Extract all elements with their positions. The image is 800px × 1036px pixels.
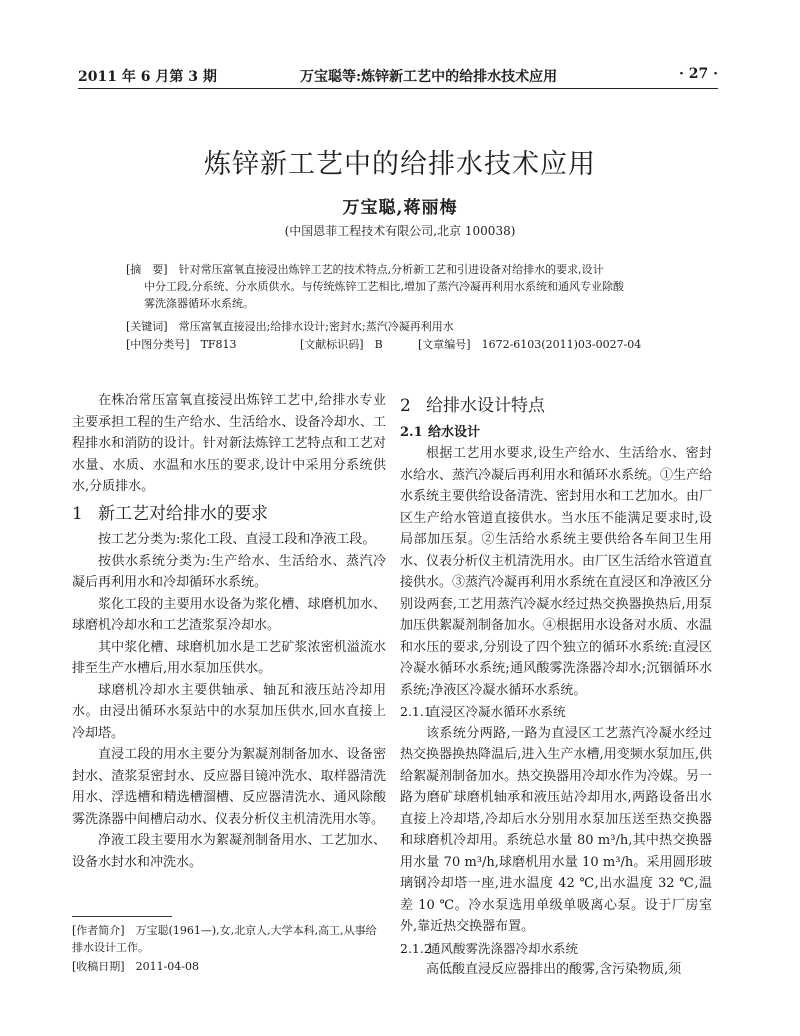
subsection-heading [400,938,712,960]
heading-text: 直浸区冷凝水循环水系统 [428,704,566,719]
footnote-rule [72,916,172,917]
section-heading [72,504,386,526]
left-column [72,390,386,873]
body-paragraph: 浆化工段的主要用水设备为浆化槽、球磨机加水、球磨机冷却水和工艺渣浆泵冷却水。 [72,596,386,633]
doc-code: [文献标识码] B [300,338,383,351]
body-paragraph: 按工艺分类为:浆化工段、直浸工段和净液工段。 [98,532,376,547]
abstract-line: 中分工段,分系统、分水质供水。与传统炼锌工艺相比,增加了蒸汽冷凝再利用水系统和通风专业除酸 [144,280,624,293]
heading-number: 2.1.1 [400,704,432,719]
authors: 万宝聪,蒋丽梅 [342,198,458,218]
heading-number: 2.1 [400,424,423,440]
received-date: [收稿日期] 2011-04-08 [72,960,200,973]
body-paragraph: 直浸工段的用水主要分为絮凝剂制备加水、设备密封水、渣浆泵密封水、反应器目镜冲洗水、取样器清洗用水、浮选槽和精选槽溜槽、反应器清洗水、通风除酸雾洗涤器中间槽启动水、仪表分析仪主机清洗用水等。 [72,747,386,827]
body-paragraph: 该系统分两路,一路为直浸区工艺蒸汽冷凝水经过热交换器换热降温后,进入生产水槽,用变频水泵加压,供给絮凝剂制备加水。热交换器用冷却水作为冷媒。另一路为磨矿球磨机轴承和液压站冷却用水,两路设备出水直接上冷却塔,冷却后水分别用水泵加压送至热交换器和球磨机冷却用。系统总水量 80 m³/h,其中热交换器用水量 70 m³/h,球磨机用水量 10 m³/h。采用圆形玻璃钢冷却塔一座,进水温度 42 ℃,出水温度 32 ℃,温差 10 ℃。冷水泵选用单级单吸离心泵。设于厂房室外,靠近热交换器布置。 [400,725,713,934]
body-paragraph: 按供水系统分类为:生产给水、生活给水、蒸汽冷凝后再利用水和冷却循环水系统。 [72,553,386,590]
page-number: · 27 · [679,66,718,82]
body-paragraph: 净液工段主要用水为絮凝剂制备用水、工艺加水、设备水封水和冲洗水。 [72,833,386,870]
abstract-line: [摘 要] 针对常压富氧直接浸出炼锌工艺的技术特点,分析新工艺和引进设备对给排水的要求,设计 [126,263,604,276]
body-paragraph: 其中浆化槽、球磨机加水是工艺矿浆浓密机溢流水排至生产水槽后,用水泵加压供水。 [72,639,386,676]
body-paragraph: 高低酸直浸反应器排出的酸雾,含污染物质,须 [426,962,682,977]
body-paragraph: 在株冶常压富氧直接浸出炼锌工艺中,给排水专业主要承担工程的生产给水、生活给水、设备冷却水、工程排水和消防的设计。针对新法炼锌工艺特点和工艺对水量、水质、水温和水压的要求,设计中采用分系统供水,分质排水。 [72,393,386,494]
heading-number: 2.1.2 [400,940,432,956]
section-heading [400,396,712,418]
paper-title: 炼锌新工艺中的给排水技术应用 [204,149,596,180]
subsection-heading [400,701,712,723]
abstract-line: 雾洗涤器循环水系统。 [144,297,254,310]
body-paragraph: 球磨机冷却水主要供轴承、轴瓦和液压站冷却用水。由浸出循环水泵站中的水泵加压供水,回水直接上冷却塔。 [72,682,386,741]
running-header [78,62,718,86]
author-bio: [作者简介] 万宝聪(1961—),女,北京人,大学本科,高工,从事给排水设计工作。 [72,924,377,954]
running-title: 万宝聪等:炼锌新工艺中的给排水技术应用 [300,69,558,85]
right-column [400,390,712,981]
heading-number: 1 [72,503,83,524]
heading-text: 新工艺对给排水的要求 [98,503,268,524]
article-number: [文章编号] 1672-6103(2011)03-0027-04 [418,338,642,351]
body-paragraph: 根据工艺用水要求,设生产给水、生活给水、密封水给水、蒸汽冷凝后再利用水和循环水系统。①生产给水系统主要供给设备清洗、密封用水和工艺加水。由厂区生产给水管道直接供水。当水压不能满足要求时,设局部加压泵。②生活给水系统主要供给各车间卫生用水、仪表分析仪主机清洗用水。由厂区生活给水管道直接供水。③蒸汽冷凝再利用水系统在直浸区和净液区分别设两套,工艺用蒸汽冷凝水经过热交换器换热后,用泵加压供絮凝剂制备加水。④根据用水设备对水质、水温和水压的要求,分别设了四个独立的循环水系统:直浸区冷凝水循环水系统;通风酸雾洗涤器冷却水;沉铟循环水系统;净液区冷凝水循环水系统。 [400,446,713,698]
heading-text: 通风酸雾洗涤器冷却水系统 [428,940,579,956]
keywords: [关键词] 常压富氧直接浸出;给排水设计;密封水;蒸汽冷凝再利用水 [126,320,454,333]
affiliation: (中国恩菲工程技术有限公司,北京 100038) [284,224,516,238]
clc-number: [中图分类号] TF813 [126,338,237,351]
header-rule [78,88,718,89]
subsection-heading [400,422,712,444]
heading-text: 给排水设计特点 [426,396,545,416]
heading-number: 2 [400,396,411,416]
heading-text: 给水设计 [428,424,481,440]
issue-label: 2011 年 6 月第 3 期 [78,69,217,85]
